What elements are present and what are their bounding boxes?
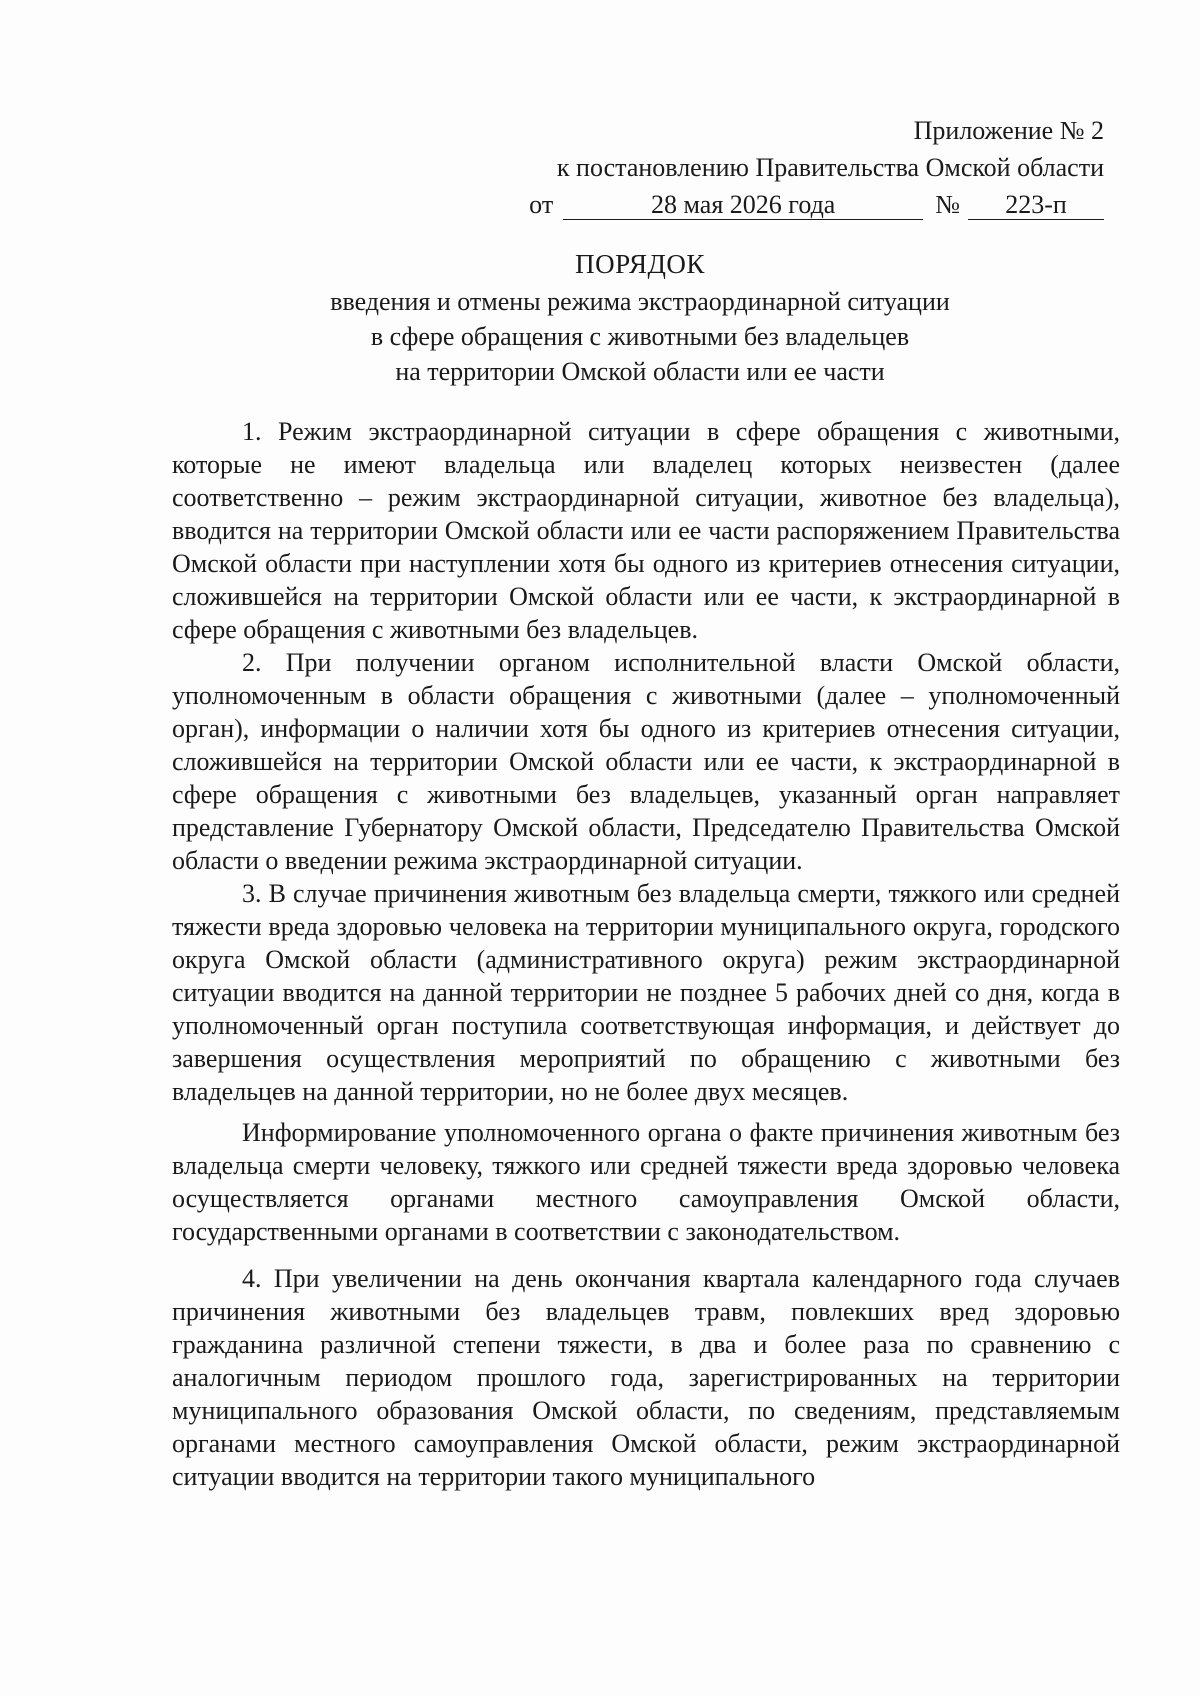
title-line-2: в сфере обращения с животными без владельцев — [370, 322, 910, 351]
title-line-3: на территории Омской области или ее части — [395, 357, 885, 386]
title-line-1: введения и отмены режима экстраординарной ситуации — [330, 287, 950, 316]
date-number-line — [504, 186, 1104, 223]
paragraph-3-informing: Информирование уполномоченного органа о факте причинения животным без владельца смерти человеку, тяжкого или средней тяжести вреда здоровью человека осуществляется органами местного самоуправления Омской области, государственными органами в соответствии с законодательством. — [172, 1118, 1120, 1246]
number-label: № — [935, 190, 960, 219]
paragraph-3: 3. В случае причинения животным без владельца смерти, тяжкого или средней тяжести вреда здоровью человека на территории муниципального округа, городского округа Омской области (административного округа) режим экстраординарной ситуации вводится на данной территории не позднее 5 рабочих дней со дня, когда в уполномоченный орган поступила соответствующая информация, и действует до завершения осуществления мероприятий по обращению с животными без владельцев на данной территории, но не более двух месяцев. — [172, 879, 1120, 1106]
from-label: от — [529, 190, 554, 219]
paragraph-2: 2. При получении органом исполнительной власти Омской области, уполномоченным в области обращения с животными (далее – уполномоченный орган), информации о наличии хотя бы одного из критериев отнесения ситуации, сложившейся на территории Омской области или ее части, к экстраординарной в сфере обращения с животными без владельцев, указанный орган направляет представление Губернатору Омской области, Председателю Правительства Омской области о введении режима экстраординарной ситуации. — [172, 648, 1120, 875]
appendix-header — [504, 112, 1104, 223]
resolution-date: 28 мая 2026 года — [563, 191, 923, 220]
document-body — [172, 415, 1120, 1493]
document-title — [160, 244, 1120, 389]
paragraph-4: 4. При увеличении на день окончания квартала календарного года случаев причинения животными без владельцев травм, повлекших вред здоровью гражданина различной степени тяжести, в два и более раза по сравнению с аналогичным периодом прошлого года, зарегистрированных на территории муниципального образования Омской области, по сведениям, представляемым органами местного самоуправления Омской области, режим экстраординарной ситуации вводится на территории такого муниципального — [172, 1264, 1120, 1491]
title-main: ПОРЯДОК — [575, 249, 705, 279]
resolution-reference: к постановлению Правительства Омской области — [556, 153, 1104, 182]
paragraph-1: 1. Режим экстраординарной ситуации в сфере обращения с животными, которые не имеют владельца или владелец которых неизвестен (далее соответственно – режим экстраординарной ситуации, животное без владельца), вводится на территории Омской области или ее части распоряжением Правительства Омской области при наступлении хотя бы одного из критериев отнесения ситуации, сложившейся на территории Омской области или ее части, к экстраординарной в сфере обращения с животными без владельцев. — [172, 417, 1120, 644]
appendix-number: Приложение № 2 — [913, 116, 1104, 145]
resolution-number: 223-п — [968, 191, 1104, 220]
